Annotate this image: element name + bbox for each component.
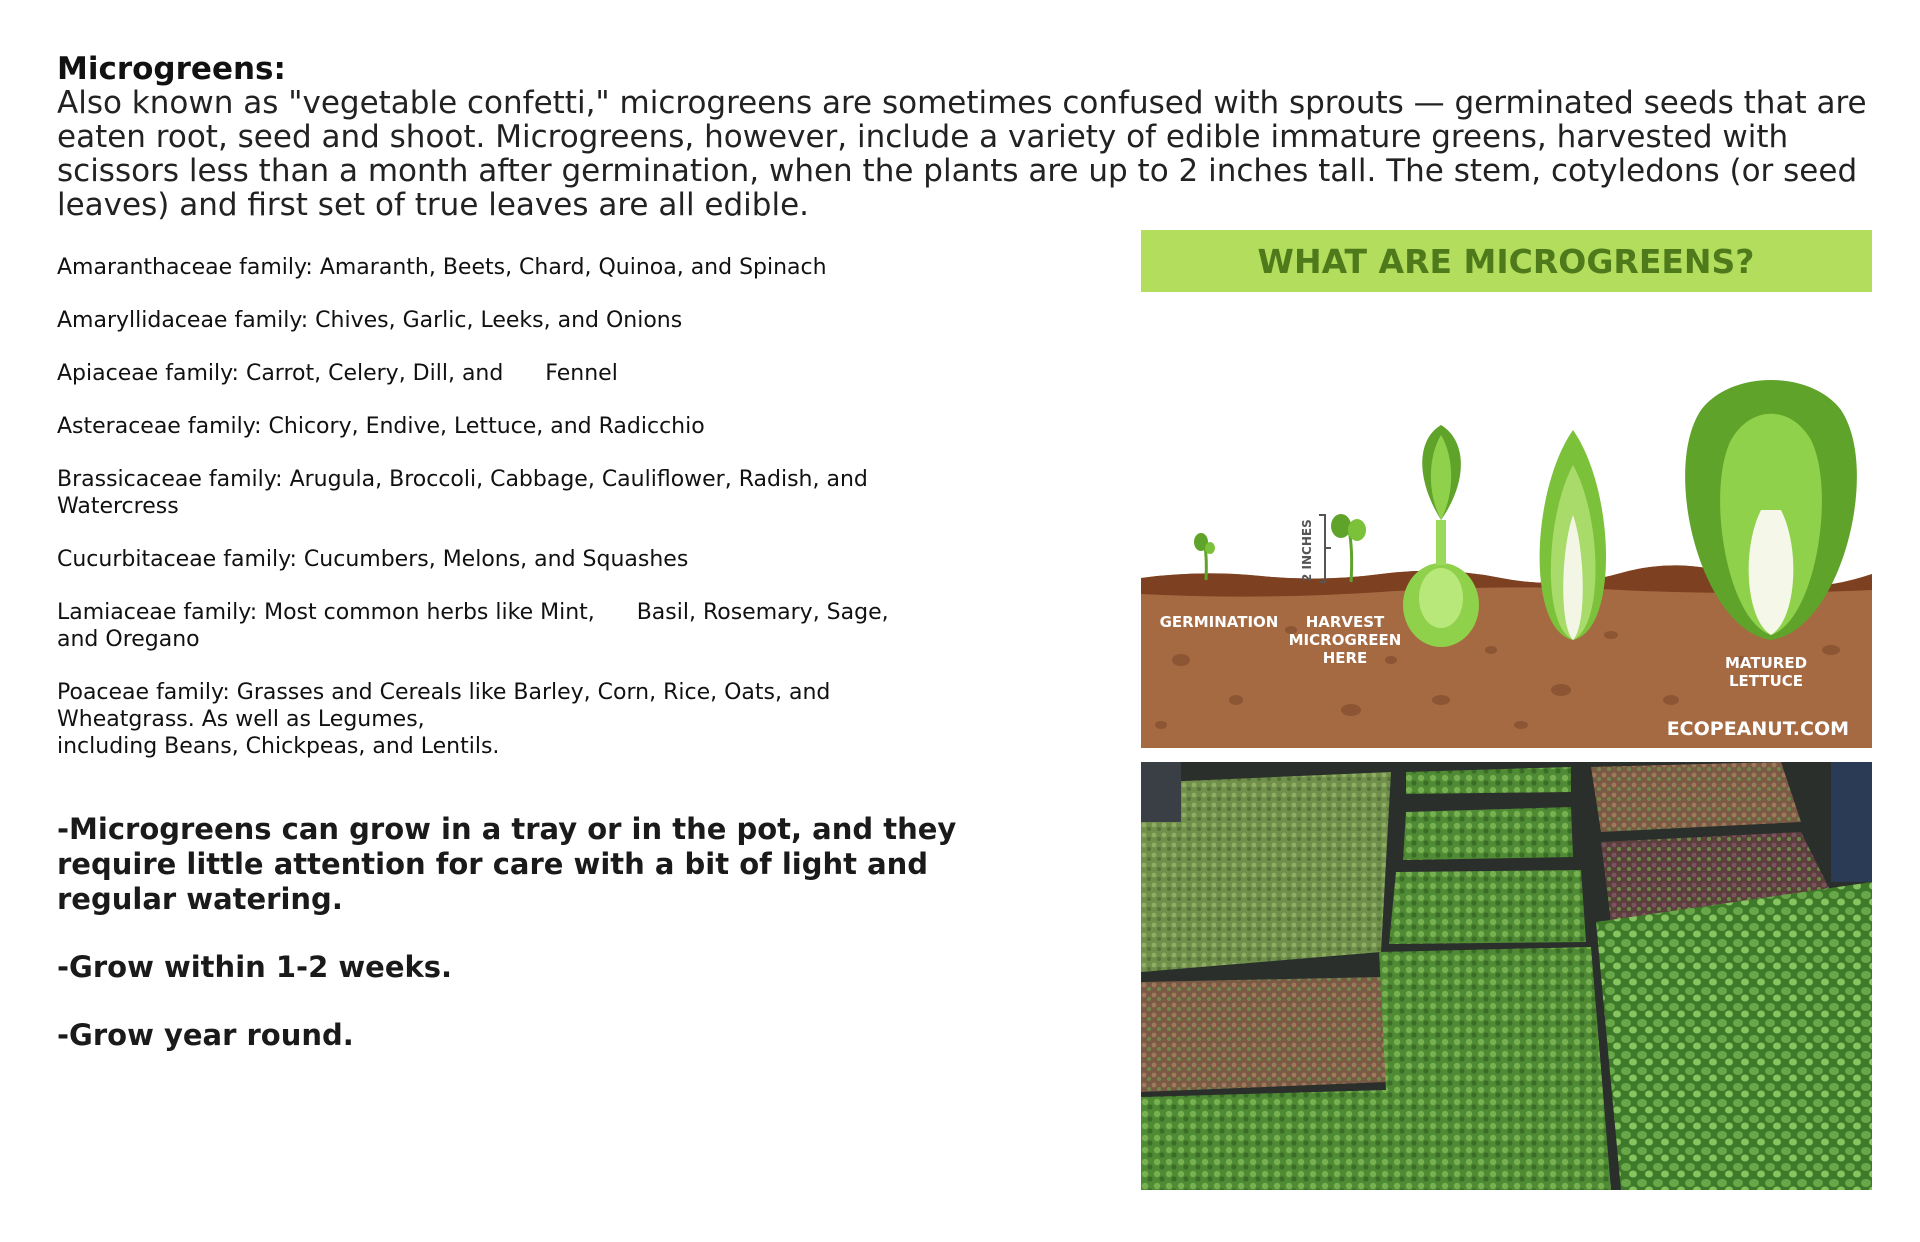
tray xyxy=(1379,947,1611,1190)
care-notes xyxy=(57,812,957,1086)
family-poaceae: Poaceae family: Grasses and Cereals like Barley, Corn, Rice, Oats, and Wheatgrass. As well as Legumes, including Beans, Chickpeas, and Lentils. xyxy=(57,680,831,759)
tray xyxy=(1596,882,1872,1190)
microgreen-trays-photo xyxy=(1141,762,1872,1190)
family-amaryllidaceae: Amaryllidaceae family: Chives, Garlic, Leeks, and Onions xyxy=(57,308,683,333)
care-note-year-round: -Grow year round. xyxy=(57,1018,354,1052)
plant-family-list xyxy=(57,254,937,786)
tray xyxy=(1591,762,1801,832)
person-legs xyxy=(1831,762,1872,882)
microgreens-infographic xyxy=(1141,230,1872,748)
stage-harvest-label-line2: MICROGREEN xyxy=(1288,631,1402,649)
height-marker-icon xyxy=(1319,515,1331,582)
care-note-weeks: -Grow within 1-2 weeks. xyxy=(57,950,453,984)
family-amaranthaceae: Amaranthaceae family: Amaranth, Beets, Chard, Quinoa, and Spinach xyxy=(57,255,827,280)
stage-matured-label-line2: LETTUCE xyxy=(1728,672,1804,690)
tray xyxy=(1141,977,1386,1092)
family-asteraceae: Asteraceae family: Chicory, Endive, Lettuce, and Radicchio xyxy=(57,414,705,439)
care-note-tray: -Microgreens can grow in a tray or in the pot, and they require little attention for care with a bit of light and regular watering. xyxy=(57,812,957,916)
stage-harvest-label-line1: HARVEST xyxy=(1305,613,1385,631)
family-brassicaceae: Brassicaceae family: Arugula, Broccoli, Cabbage, Cauliflower, Radish, and Watercress xyxy=(57,467,868,519)
infographic-title: WHAT ARE MICROGREENS? xyxy=(1257,242,1755,281)
tray xyxy=(1141,1090,1396,1190)
microgreen-harvest-icon xyxy=(1331,514,1366,582)
infographic-source: ECOPEANUT.COM xyxy=(1666,718,1849,740)
romaine-lettuce-icon xyxy=(1540,430,1606,640)
stage-germination-label: GERMINATION xyxy=(1159,613,1279,631)
stage-matured-label-line1: MATURED xyxy=(1724,654,1808,672)
intro-paragraph xyxy=(57,52,1877,222)
intro-body: Also known as "vegetable confetti," microgreens are sometimes confused with sprouts — germinated seeds that are eaten root, seed and shoot. Microgreens, however, include a variety of edible immature greens, harvested with scissors less than a month after germination, when the plants are up to 2 inches tall. The stem, cotyledons (or seed leaves) and first set of true leaves are all edible. xyxy=(57,85,1867,223)
family-lamiaceae: Lamiaceae family: Most common herbs like Mint, Basil, Rosemary, Sage, and Oregano xyxy=(57,600,889,652)
family-cucurbitaceae: Cucurbitaceae family: Cucumbers, Melons, and Squashes xyxy=(57,547,689,572)
family-apiaceae: Apiaceae family: Carrot, Celery, Dill, and Fennel xyxy=(57,361,618,386)
intro-heading: Microgreens: xyxy=(57,51,286,87)
person-legs xyxy=(1141,762,1181,822)
young-lettuce-icon xyxy=(1403,425,1479,647)
tray xyxy=(1389,870,1586,944)
stage-harvest-label-line3: HERE xyxy=(1322,649,1368,667)
germination-sprout-icon xyxy=(1194,533,1215,580)
height-label: 2 INCHES xyxy=(1300,519,1314,582)
tray xyxy=(1403,807,1573,860)
